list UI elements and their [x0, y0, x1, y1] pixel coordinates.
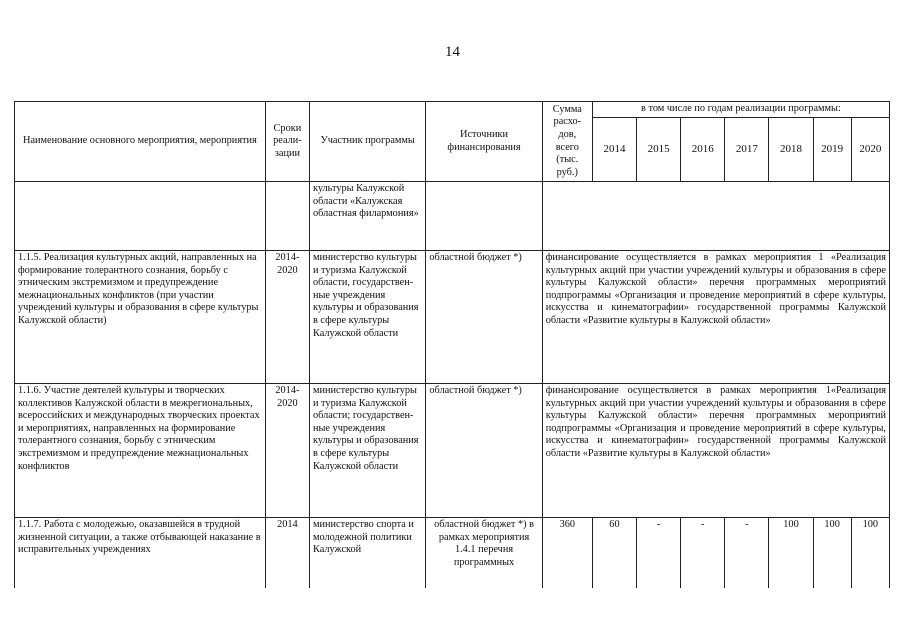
row-year-value: - — [637, 518, 681, 588]
row-sum: 360 — [542, 518, 592, 588]
row-note: финансирование осуществляется в рамках мероприятия 1 «Реализация культурных акций при участии учреждений культуры и образования в сфере культуры Калужской области» перечня программных мероприятий подпрограммы «Организация и проведение мероприятий в сфере культуры, искусства и кинематографии» государственной программы Калужской области «Развитие культуры в Калужской области» — [542, 251, 889, 384]
row-name — [15, 182, 266, 251]
page-number: 14 — [445, 44, 460, 60]
header-year: 2015 — [637, 118, 681, 182]
header-year: 2016 — [681, 118, 725, 182]
row-year-value: 100 — [813, 518, 851, 588]
row-participant: культуры Калужской области «Калужская областная филармония» — [309, 182, 425, 251]
header-name: Наименование основного мероприятия, мероприятия — [15, 102, 266, 182]
header-year: 2017 — [725, 118, 769, 182]
header-terms: Сроки реали-зации — [265, 102, 309, 182]
header-sum: Сумма расхо-дов, всего (тыс. руб.) — [542, 102, 592, 182]
table-row — [15, 251, 890, 384]
table-row — [15, 182, 890, 251]
row-terms — [265, 182, 309, 251]
header-year: 2018 — [769, 118, 813, 182]
table-row — [15, 384, 890, 518]
table-header-row — [15, 102, 890, 118]
header-sources: Источники финансирования — [426, 102, 542, 182]
header-year: 2014 — [592, 118, 636, 182]
row-year-value: - — [725, 518, 769, 588]
table-row — [15, 518, 890, 588]
header-years-caption: в том числе по годам реализации программы: — [592, 102, 889, 118]
row-year-value: - — [681, 518, 725, 588]
row-terms: 2014 — [265, 518, 309, 588]
row-participant: министерство спорта и молодежной политики Калужской — [309, 518, 425, 588]
row-sources: областной бюджет *) — [426, 384, 542, 518]
row-year-value: 100 — [769, 518, 813, 588]
row-participant: министерство культуры и туризма Калужской области, государствен-ные учреждения культуры и образования в сфере культуры Калужской области — [309, 251, 425, 384]
row-terms: 2014-2020 — [265, 251, 309, 384]
row-participant: министерство культуры и туризма Калужской области; государствен-ные учреждения культуры и образования в сфере культуры Калужской области — [309, 384, 425, 518]
header-year: 2020 — [851, 118, 889, 182]
row-name: 1.1.6. Участие деятелей культуры и творческих коллективов Калужской области в межрегиональных, всероссийских и международных творческих проектах и мероприятиях, направленных на формирование толерантного сознания, борьбу с этническим экстремизмом и предупреждение межнациональных конфликтов — [15, 384, 266, 518]
row-sources — [426, 182, 542, 251]
row-terms: 2014-2020 — [265, 384, 309, 518]
row-note: финансирование осуществляется в рамках мероприятия 1«Реализация культурных акций при участии учреждений культуры и образования в сфере культуры Калужской области» перечня программных мероприятий подпрограммы «Организация и проведение мероприятий в сфере культуры, искусства и кинематографии» государственной программы Калужской области «Развитие культуры в Калужской области» — [542, 384, 889, 518]
row-sources: областной бюджет *) — [426, 251, 542, 384]
row-name: 1.1.7. Работа с молодежью, оказавшейся в трудной жизненной ситуации, а также отбывающей наказание в исправительных учреждениях — [15, 518, 266, 588]
row-name: 1.1.5. Реализация культурных акций, направленных на формирование толерантного сознания, борьбу с этническим экстремизмом и предупреждение межнациональных конфликтов (при участии учреждений культуры и образования в сфере культуры Калужской области) — [15, 251, 266, 384]
measures-table — [14, 101, 890, 588]
row-year-value: 100 — [851, 518, 889, 588]
row-note — [542, 182, 889, 251]
header-participant: Участник программы — [309, 102, 425, 182]
row-sources: областной бюджет *) в рамках мероприятия 1.4.1 перечня программных — [426, 518, 542, 588]
header-year: 2019 — [813, 118, 851, 182]
row-year-value: 60 — [592, 518, 636, 588]
